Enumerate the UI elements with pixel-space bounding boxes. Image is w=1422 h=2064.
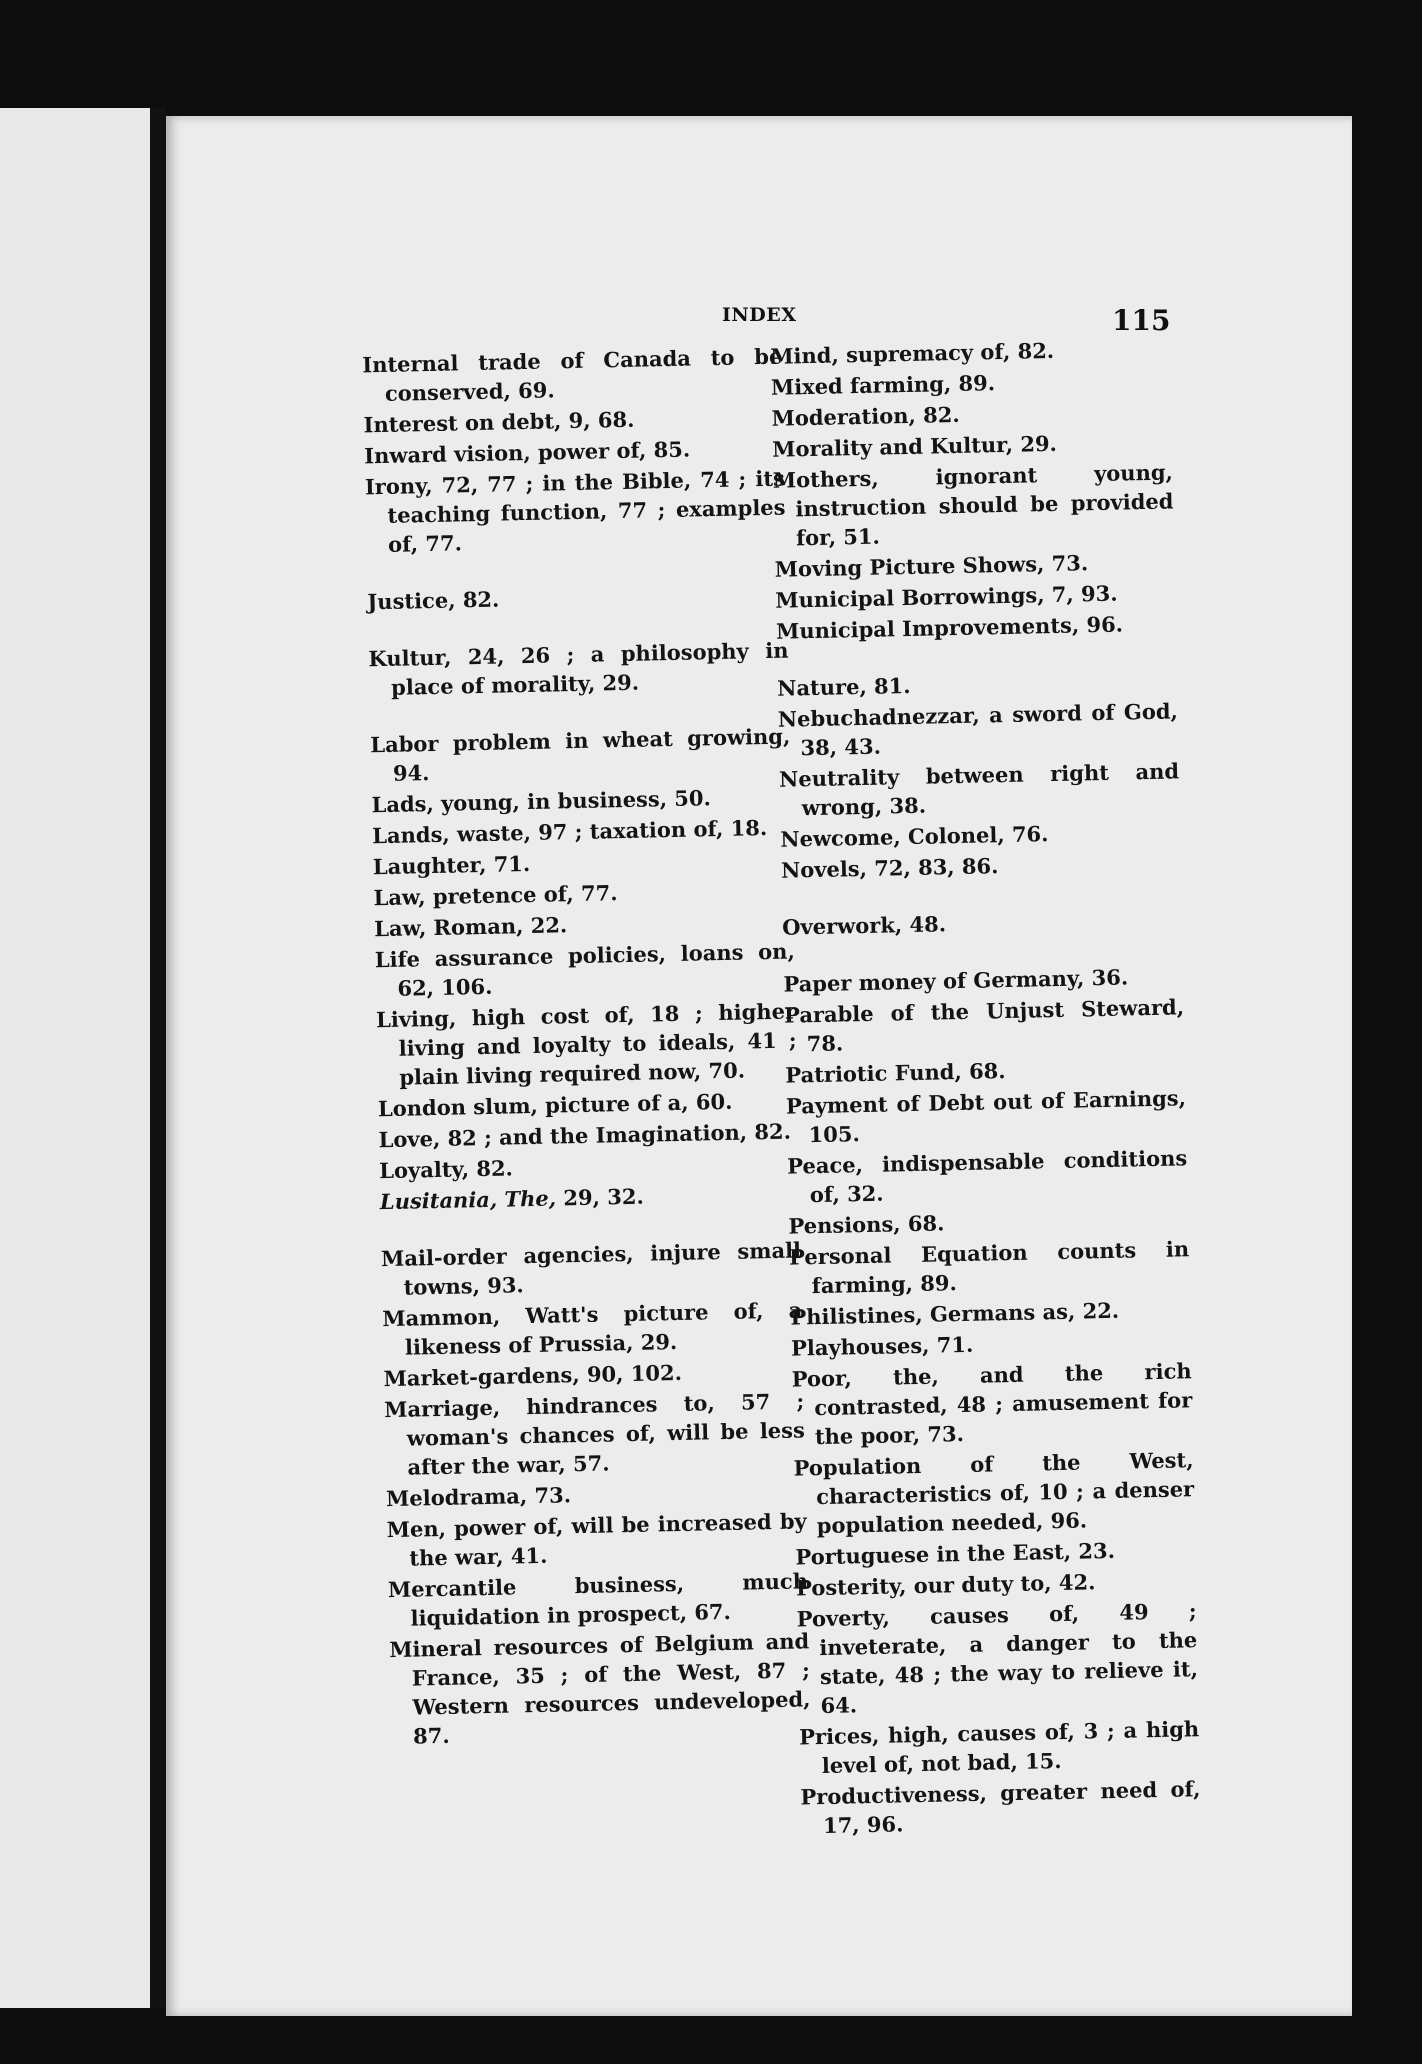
index-entry: Market-gardens, 90, 102. — [383, 1359, 683, 1392]
index-entry: Population of the West, characteristics of, 10 ; a denser population needed, 96. — [793, 1447, 1195, 1539]
index-entry: Morality and Kultur, 29. — [771, 430, 1058, 462]
index-entry: Nebuchadnezzar, a sword of God, 38, 43. — [777, 698, 1179, 761]
index-entry: Laughter, 71. — [372, 850, 531, 880]
index-entry: Newcome, Colonel, 76. — [780, 821, 1049, 852]
index-entry-title: Lusitania, The, — [379, 1185, 557, 1215]
index-entry: Nature, 81. — [776, 672, 911, 701]
index-entry: Marriage, hindrances to, 57 ; woman's chances of, will be less after the war, 57. — [383, 1388, 806, 1480]
facing-page-edge — [0, 108, 150, 2008]
index-entry: Moving Picture Shows, 73. — [774, 550, 1089, 582]
index-entry-pages: 29, 32. — [555, 1183, 644, 1211]
index-entry: Productiveness, greater need of, 17, 96. — [800, 1776, 1201, 1839]
index-entry: Peace, indispensable conditions of, 32. — [786, 1145, 1188, 1208]
index-entry: Overwork, 48. — [781, 911, 947, 940]
index-entry: Labor problem in wheat growing, 94. — [370, 723, 791, 786]
book-page — [166, 116, 1352, 2016]
index-entry: Loyalty, 82. — [378, 1155, 514, 1184]
index-entry: Melodrama, 73. — [385, 1482, 572, 1512]
index-entry: Mixed farming, 89. — [770, 370, 996, 400]
page-number: 115 — [1112, 304, 1171, 337]
index-entry: Interest on debt, 9, 68. — [363, 406, 635, 438]
index-entry: Law, Roman, 22. — [373, 912, 568, 942]
index-entry: Men, power of, will be increased by the war, 41. — [386, 1508, 807, 1571]
index-entry: Irony, 72, 77 ; in the Bible, 74 ; its teaching function, 77 ; examples of, 77. — [364, 465, 786, 557]
index-entry: Lads, young, in business, 50. — [371, 785, 712, 818]
index-entry: London slum, picture of a, 60. — [377, 1088, 733, 1122]
index-entry: Moderation, 82. — [771, 401, 960, 431]
index-entry: Poor, the, and the rich contrasted, 48 ; amusement for the poor, 73. — [791, 1358, 1193, 1450]
index-column-right — [770, 333, 1201, 1842]
index-entry: Prices, high, causes of, 3 ; a high level of, not bad, 15. — [798, 1716, 1200, 1779]
index-entry: Mind, supremacy of, 82. — [770, 337, 1055, 369]
index-entry: Mammon, Watt's picture of, a likeness of Prussia, 29. — [382, 1297, 803, 1360]
index-entry: Mercantile business, much liquidation in prospect, 67. — [387, 1568, 809, 1631]
index-entry: Neutrality between right and wrong, 38. — [778, 758, 1180, 821]
index-entry: Justice, 82. — [367, 586, 500, 615]
index-entry: Love, 82 ; and the Imagination, 82. — [378, 1118, 792, 1153]
index-entry: Portuguese in the East, 23. — [795, 1537, 1116, 1570]
index-entry: Playhouses, 71. — [790, 1331, 974, 1361]
index-entry — [380, 1178, 801, 1216]
index-entry: Novels, 72, 83, 86. — [780, 853, 999, 883]
index-entry: Mothers, ignorant young, instruction should be provided for, 51. — [772, 459, 1174, 551]
index-column-left — [362, 342, 811, 1753]
running-head: INDEX — [722, 304, 797, 326]
index-entry: Municipal Borrowings, 7, 93. — [775, 580, 1118, 613]
index-entry: Personal Equation counts in farming, 89. — [788, 1236, 1190, 1299]
index-entry: Life assurance policies, loans on, 62, 106. — [374, 938, 796, 1001]
index-entry: Municipal Improvements, 96. — [775, 611, 1124, 644]
index-entry: Parable of the Unjust Steward, 78. — [783, 994, 1185, 1057]
index-body — [166, 330, 1352, 1914]
index-entry: Law, pretence of, 77. — [373, 880, 618, 911]
index-entry: Mineral resources of Belgium and France, 35 ; of the West, 87 ; Western resources undeveloped, 87. — [389, 1628, 811, 1749]
book-spine — [150, 108, 166, 2008]
index-entry: Posterity, our duty to, 42. — [795, 1569, 1096, 1601]
index-entry: Kultur, 24, 26 ; a philosophy in place of morality, 29. — [368, 637, 789, 700]
index-entry: Inward vision, power of, 85. — [364, 436, 691, 469]
index-entry: Living, high cost of, 18 ; higher living and loyalty to ideals, 41 ; plain living required now, 70. — [375, 998, 797, 1090]
index-entry: Lands, waste, 97 ; taxation of, 18. — [371, 814, 768, 849]
index-entry: Patriotic Fund, 68. — [785, 1058, 1006, 1088]
index-entry: Philistines, Germans as, 22. — [790, 1297, 1120, 1330]
index-entry: Mail-order agencies, injure small towns, 93. — [380, 1237, 802, 1300]
index-entry: Paper money of Germany, 36. — [783, 964, 1129, 997]
index-entry: Payment of Debt out of Earnings, 105. — [785, 1085, 1187, 1148]
index-entry: Pensions, 68. — [788, 1210, 945, 1239]
index-entry: Internal trade of Canada to be conserved, 69. — [362, 343, 783, 406]
index-entry: Poverty, causes of, 49 ; inveterate, a danger to the state, 48 ; the way to relieve it, 64. — [796, 1598, 1199, 1719]
